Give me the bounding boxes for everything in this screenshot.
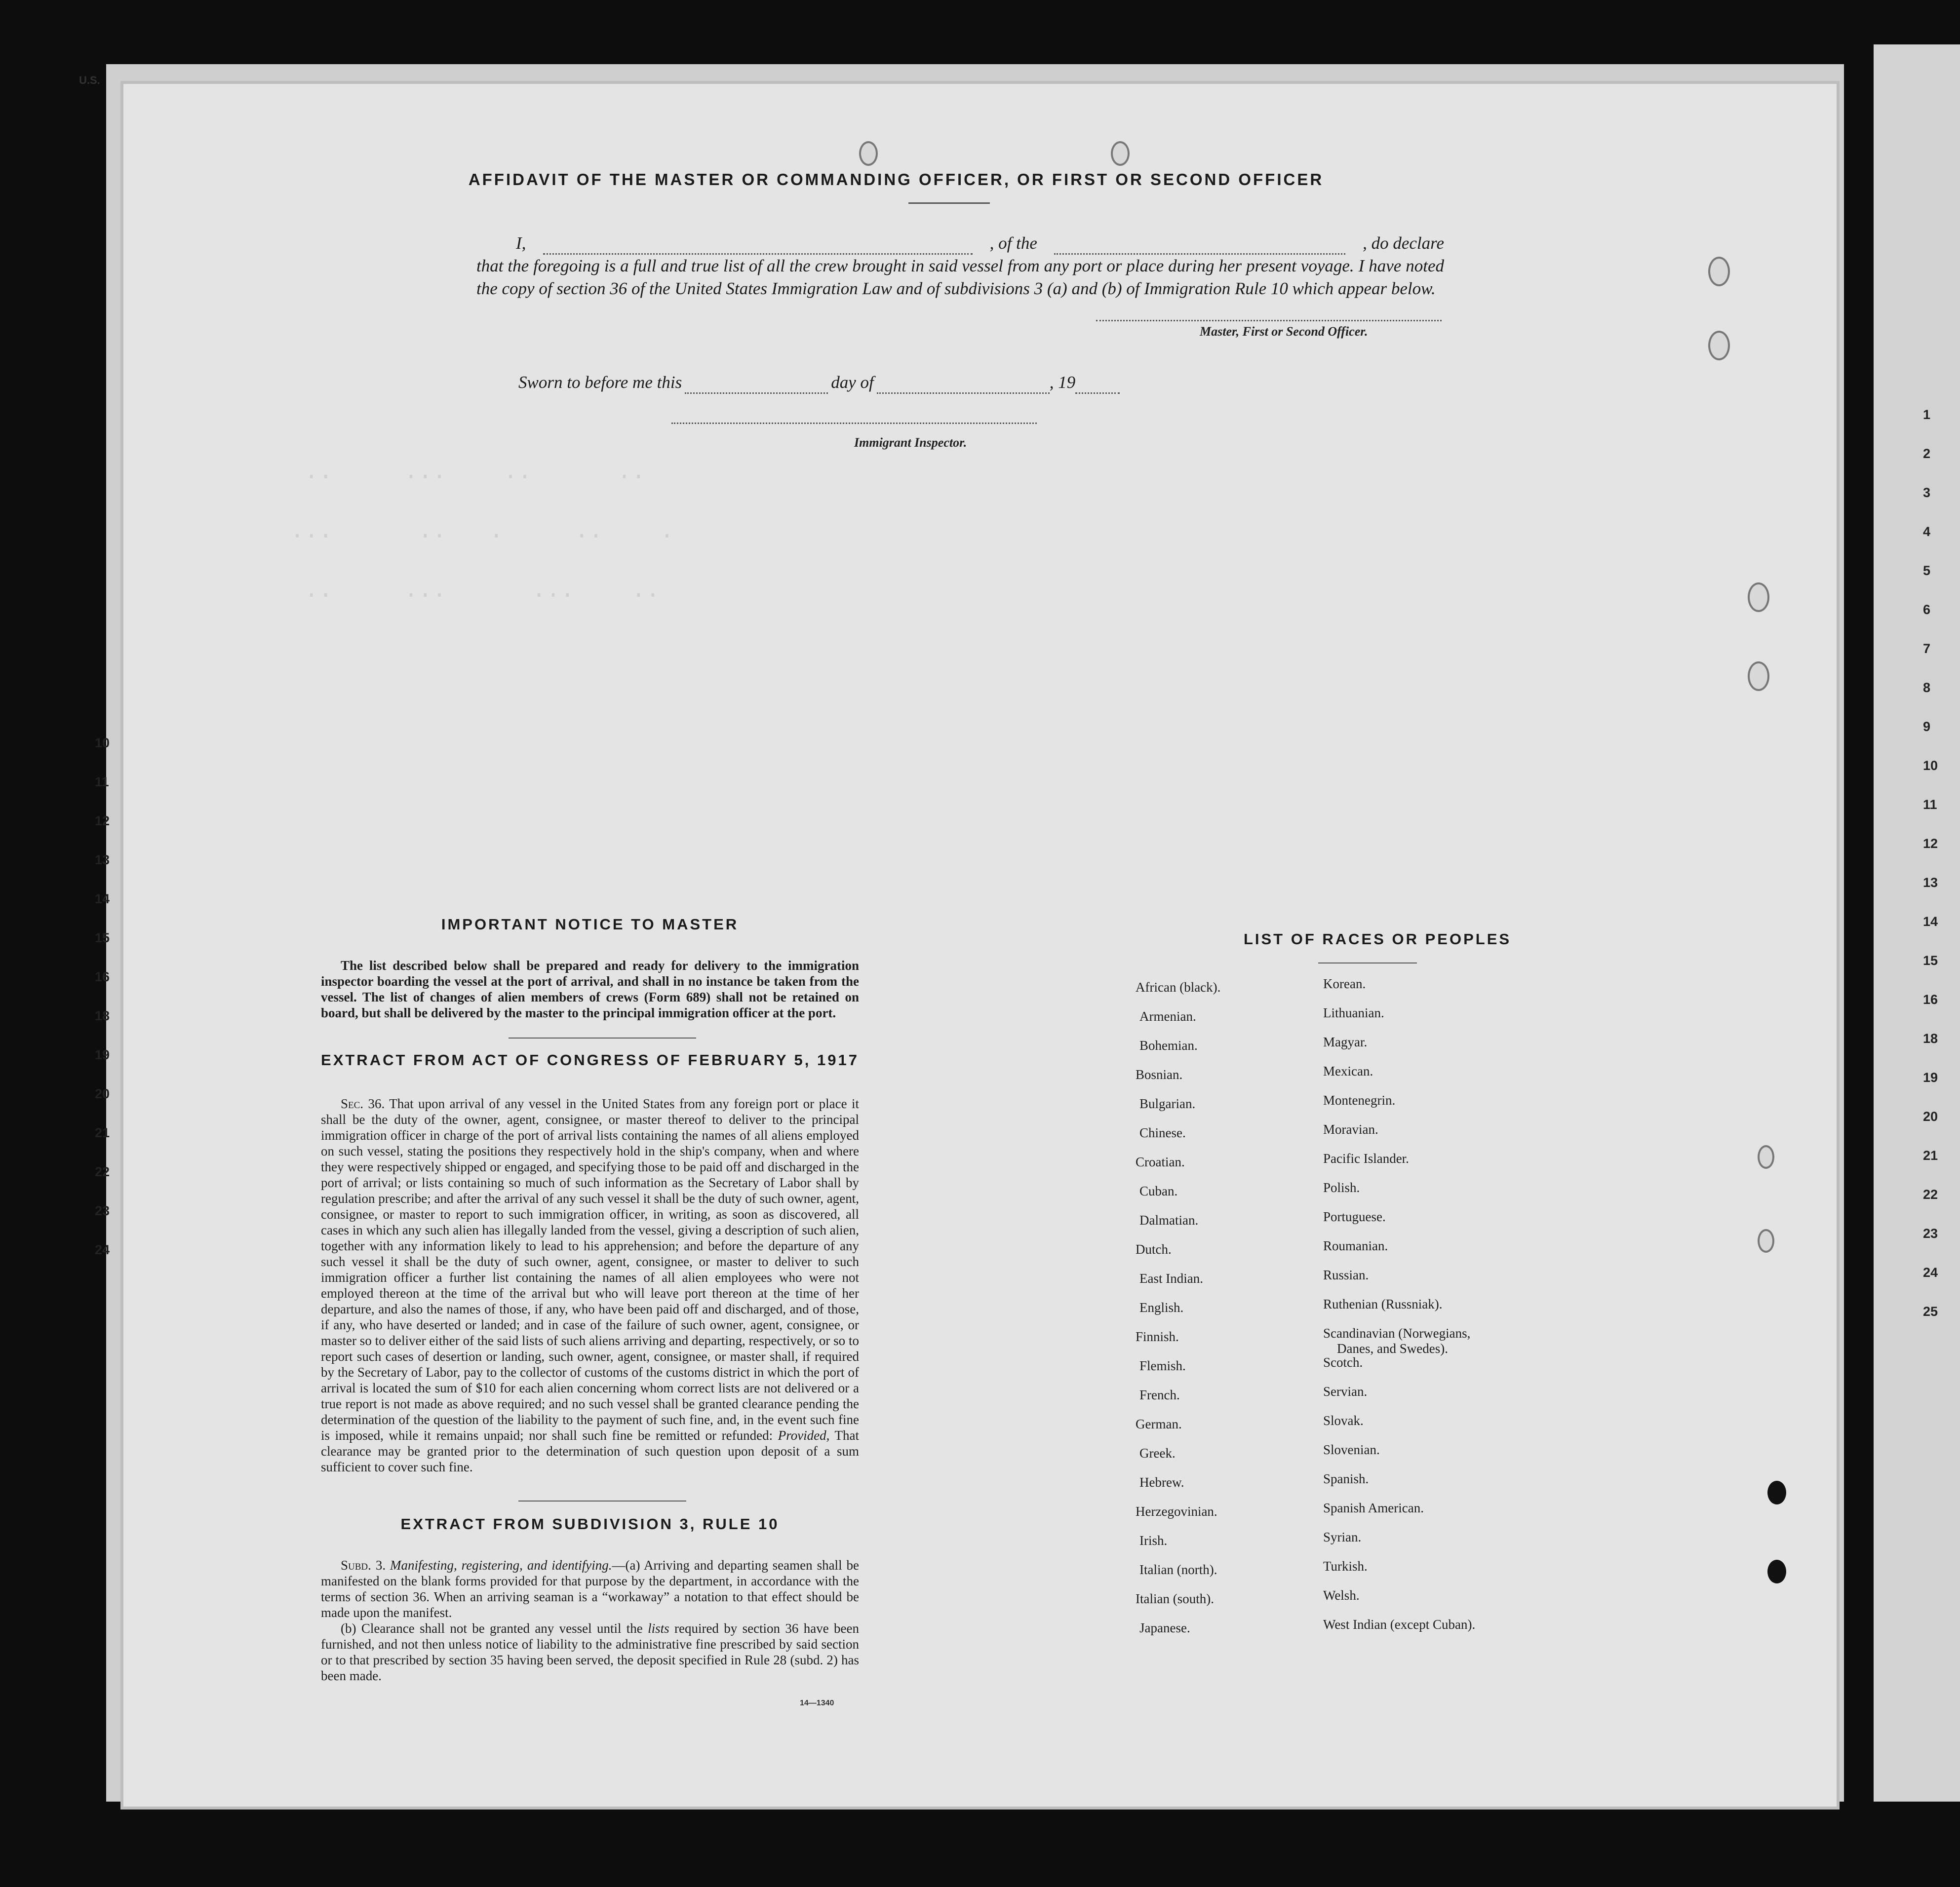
- subd-a: —(a) Arriving and departing seamen shall be manifested on the blank forms provided for that purpose by the department, in accordance with the terms of section 36. When an arriving seaman is a “workaway” a notation to that effect should be made upon the manifest.: [321, 1558, 859, 1620]
- race-item: [1323, 1530, 1361, 1545]
- race-item: [1136, 1242, 1172, 1257]
- race-item: [1139, 1009, 1196, 1024]
- race-item: [1139, 1213, 1198, 1228]
- race-item: [1323, 1064, 1373, 1079]
- race-label: Spanish American.: [1323, 1501, 1424, 1515]
- act-rule: [518, 1501, 686, 1502]
- race-label: African (black).: [1136, 980, 1221, 995]
- race-label: Herzegovinian.: [1136, 1504, 1217, 1519]
- race-label: Turkish.: [1323, 1559, 1368, 1574]
- race-label: Dutch.: [1136, 1242, 1172, 1257]
- margin-number: 23: [1923, 1226, 1938, 1241]
- race-label: Chinese.: [1139, 1125, 1186, 1140]
- margin-number: 22: [95, 1164, 110, 1179]
- race-item: [1139, 1562, 1217, 1578]
- margin-number: 8: [1923, 680, 1931, 695]
- race-label: West Indian (except Cuban).: [1323, 1617, 1476, 1632]
- margin-number: 12: [95, 813, 110, 828]
- rule-extract-title: EXTRACT FROM SUBDIVISION 3, RULE 10: [400, 1515, 780, 1533]
- race-label: Russian.: [1323, 1268, 1369, 1282]
- race-item: [1323, 1326, 1470, 1356]
- margin-number: 2: [1923, 446, 1931, 461]
- margin-number: 14: [95, 891, 110, 906]
- race-item: [1323, 1501, 1424, 1516]
- notice-rule: [509, 1038, 696, 1039]
- race-item: [1323, 1588, 1360, 1603]
- race-label: Flemish.: [1139, 1358, 1186, 1373]
- race-item: [1323, 1122, 1378, 1137]
- margin-number: 20: [95, 1086, 110, 1101]
- subd-italic: Manifesting, registering, and identifying.: [386, 1558, 612, 1573]
- subd-b-italic: lists: [648, 1621, 669, 1636]
- corner-label: U.S.: [79, 74, 100, 86]
- punch-hole: [1758, 1229, 1774, 1253]
- race-item: [1323, 1355, 1363, 1370]
- punch-hole: [1767, 1481, 1786, 1504]
- race-label: Syrian.: [1323, 1530, 1362, 1544]
- punch-hole: [1748, 582, 1769, 612]
- race-item: [1323, 976, 1366, 992]
- race-item: [1136, 1155, 1185, 1170]
- race-item: [1139, 1533, 1167, 1548]
- margin-number: 4: [1923, 524, 1931, 539]
- sworn-year-blank[interactable]: [1075, 392, 1120, 394]
- inspector-label: Immigrant Inspector.: [854, 435, 967, 450]
- margin-number: 18: [95, 1008, 110, 1023]
- margin-number: 16: [95, 969, 110, 984]
- sworn-year-prefix: , 19: [1049, 373, 1076, 392]
- margin-number: 7: [1923, 641, 1931, 656]
- race-label: Lithuanian.: [1323, 1005, 1384, 1020]
- race-label: Spanish.: [1323, 1471, 1369, 1486]
- race-item: [1136, 1067, 1182, 1082]
- race-label: Dalmatian.: [1139, 1213, 1199, 1228]
- margin-number: 9: [1923, 719, 1931, 734]
- races-column-left: [1136, 980, 1323, 1646]
- race-label: Cuban.: [1139, 1184, 1178, 1198]
- affidavit-declaration: [476, 232, 1444, 300]
- margin-number: 14: [1923, 914, 1938, 929]
- race-item: [1323, 1384, 1367, 1399]
- race-item: [1323, 1442, 1380, 1458]
- race-item: [1139, 1125, 1186, 1141]
- section-lead: Sec. 36.: [341, 1096, 385, 1111]
- margin-number: 24: [95, 1242, 110, 1257]
- race-item: [1136, 1417, 1182, 1432]
- margin-number: 19: [95, 1047, 110, 1062]
- race-item: [1323, 1151, 1409, 1166]
- race-item: [1139, 1096, 1195, 1112]
- notice-body: The list described below shall be prepared and ready for delivery to the immigration inspector boarding the vessel at the port of arrival, and shall in no instance be taken from the vessel. The list of changes of alien members of crews (Form 689) shall not be retained on board, but shall be delivered by the master to the principal immigration officer at the port.: [321, 958, 859, 1020]
- margin-number: 21: [1923, 1148, 1938, 1163]
- affidavit-title: AFFIDAVIT OF THE MASTER OR COMMANDING OFFICER, OR FIRST OR SECOND OFFICER: [468, 170, 1324, 189]
- race-item: [1139, 1300, 1183, 1315]
- race-label: Mexican.: [1323, 1064, 1373, 1078]
- inspector-signature-line[interactable]: [671, 423, 1037, 424]
- race-item: [1323, 1268, 1369, 1283]
- margin-number: 21: [95, 1125, 110, 1140]
- race-label: English.: [1139, 1300, 1184, 1315]
- race-label: German.: [1136, 1417, 1182, 1431]
- race-label: Slovak.: [1323, 1413, 1364, 1428]
- race-label: Bosnian.: [1136, 1067, 1183, 1082]
- race-item: [1323, 1005, 1384, 1021]
- margin-number: 20: [1923, 1109, 1938, 1124]
- sworn-month-blank[interactable]: [877, 392, 1050, 394]
- declare-suffix: , do declare: [1363, 233, 1444, 253]
- race-label: East Indian.: [1139, 1271, 1203, 1286]
- punch-hole: [1111, 141, 1130, 166]
- race-label: Korean.: [1323, 976, 1366, 991]
- race-label-continuation: Danes, and Swedes).: [1337, 1341, 1448, 1356]
- race-item: [1323, 1180, 1360, 1195]
- subd-lead: Subd. 3.: [341, 1558, 386, 1573]
- race-label: Polish.: [1323, 1180, 1360, 1195]
- race-item: [1139, 1620, 1190, 1636]
- race-label: Finnish.: [1136, 1329, 1179, 1344]
- punch-hole: [1758, 1145, 1774, 1169]
- race-item: [1139, 1184, 1177, 1199]
- section-text: That upon arrival of any vessel in the United States from any foreign port or place it shall be the duty of the owner, agent, consignee, or master thereof to deliver to the principal immigration officer in charge of the port of arrival lists containing the names of all aliens employed on such vessel, stating the positions they respectively hold in the ship's company, when and where they were respectively shipped or engaged, and specifying those to be paid off and discharged in the port of arrival; or lists containing so much of such information as the Secretary of Labor shall by regulation prescribe; and after the arrival of any such vessel it shall be the duty of such owner, agent, consignee, or master to report to such immigration officer, in writing, as soon as discovered, all cases in which any such alien has illegally landed from the vessel, giving a description of such alien, together with any information likely to lead to his apprehension; and before the departure of any such vessel it shall be the duty of such owner, agent, consignee, or master to deliver to such immigration officer a further list containing the names of all alien employees who were not employed thereon at the time of the arrival but who will leave port thereon at the time of her departure, and also the names of those, if any, who have been paid off and discharged, and of those, if any, who have deserted or landed; and in case of the failure of such owner, agent, consignee, or master so to deliver either of the said lists of such aliens arriving and departing, respectively, or so to report such cases of desertion or landing, such owner, agent, consignee, or master shall, if required by the Secretary of Labor, pay to the collector of customs of the customs district in which the port of arrival is located the sum of $10 for each alien concerning whom correct lists are not delivered or a true report is not made as above required; and no such vessel shall be granted clearance pending the determination of the question of the liability to the payment of such fine, and, in the event such fine is imposed, while it remains unpaid; nor shall such fine be remitted or refunded:: [321, 1096, 860, 1443]
- act-extract-title: EXTRACT FROM ACT OF CONGRESS OF FEBRUARY 5, 1917: [321, 1051, 859, 1069]
- margin-number: 5: [1923, 563, 1931, 578]
- margin-number: 13: [1923, 875, 1938, 890]
- form-code: 14—1340: [800, 1699, 834, 1707]
- race-label: Hebrew.: [1139, 1475, 1184, 1490]
- race-item: [1323, 1093, 1395, 1108]
- margin-number: 19: [1923, 1070, 1938, 1085]
- master-signature-line[interactable]: [1096, 320, 1442, 321]
- race-label: Greek.: [1139, 1446, 1176, 1461]
- race-label: Armenian.: [1139, 1009, 1196, 1024]
- sworn-day-blank[interactable]: [685, 392, 828, 394]
- punch-hole: [1767, 1560, 1786, 1583]
- margin-number: 24: [1923, 1265, 1938, 1280]
- punch-hole: [1748, 661, 1769, 691]
- race-item: [1323, 1413, 1364, 1428]
- race-item: [1139, 1475, 1184, 1490]
- provided-word: Provided,: [778, 1428, 830, 1443]
- subd-b-lead: (b) Clearance shall not be granted any vessel until the: [341, 1621, 648, 1636]
- race-item: [1323, 1559, 1368, 1574]
- race-label: Servian.: [1323, 1384, 1368, 1399]
- race-label: Bulgarian.: [1139, 1096, 1196, 1111]
- race-label: Scotch.: [1323, 1355, 1363, 1370]
- affidavit-body: that the foregoing is a full and true list of all the crew brought in said vessel from any port or place during her present voyage. I have noted the copy of section 36 of the United States Immigration Law and of subdivisions 3 (a) and (b) of Immigration Rule 10 which appear below.: [476, 256, 1444, 298]
- races-column-right: [1323, 976, 1580, 1643]
- race-item: [1139, 1387, 1180, 1403]
- race-item: [1139, 1271, 1203, 1286]
- margin-number: 18: [1923, 1031, 1938, 1046]
- punch-hole: [859, 141, 878, 166]
- master-signature-label: Master, First or Second Officer.: [1200, 324, 1368, 339]
- races-title: LIST OF RACES OR PEOPLES: [1243, 930, 1512, 948]
- margin-number: 10: [95, 735, 110, 750]
- race-label: Portuguese.: [1323, 1209, 1386, 1224]
- race-label: Bohemian.: [1139, 1038, 1198, 1053]
- margin-number: 11: [95, 774, 109, 789]
- race-item: [1323, 1471, 1369, 1487]
- race-label: Moravian.: [1323, 1122, 1378, 1137]
- race-label: Italian (north).: [1139, 1562, 1217, 1577]
- margin-number: 12: [1923, 836, 1938, 851]
- race-label: Ruthenian (Russniak).: [1323, 1297, 1443, 1311]
- race-item: [1323, 1035, 1367, 1050]
- race-item: [1139, 1038, 1198, 1053]
- margin-number: 3: [1923, 485, 1931, 500]
- act-extract-body: [321, 1096, 859, 1475]
- race-label: French.: [1139, 1387, 1180, 1402]
- race-item: [1136, 980, 1220, 995]
- title-rule: [908, 202, 990, 204]
- punch-hole: [1708, 257, 1730, 286]
- race-item: [1136, 1329, 1179, 1345]
- race-item: [1136, 1504, 1217, 1519]
- race-label: Slovenian.: [1323, 1442, 1380, 1457]
- race-item: [1323, 1209, 1386, 1225]
- margin-number: 16: [1923, 992, 1938, 1007]
- margin-number: 23: [95, 1203, 110, 1218]
- underlying-page-right: [1874, 44, 1960, 1802]
- race-item: [1323, 1617, 1475, 1632]
- race-label: Scandinavian (Norwegians,: [1323, 1326, 1471, 1341]
- race-item: [1323, 1238, 1388, 1254]
- race-item: [1136, 1591, 1214, 1607]
- sworn-prefix: Sworn to before me this: [518, 373, 682, 392]
- race-label: Japanese.: [1139, 1620, 1190, 1635]
- race-label: Welsh.: [1323, 1588, 1360, 1603]
- sworn-day-of: day of: [831, 373, 874, 392]
- section-tail: That clearance may be granted prior to the determination of such question upon deposit of a sum sufficient to cover such fine.: [321, 1428, 859, 1474]
- form-sheet: .. ... .. .. ... .. . .. . .. ... ... .. AFFIDAVIT OF THE MASTER OR COMMANDING OFFICER, OR FIRST OR SECOND OFFICER I, , of the , do declare that the foregoing is a full and true list of all the crew brought in said vessel from any port or place during her present voyage. I have noted the copy of section 36 of the United States Immigration Law and of subdivisions 3 (a) and (b) of Immigration Rule 10 which appear below. Master, First or Second Officer. Sworn to before me this day of , 19 Immigrant Inspector. IMPORTANT NOTICE TO MASTER The list described below shall be prepared and ready for delivery to the immigration inspector boarding the vessel at the port of arrival, and shall in no instance be taken from the vessel. The list of changes of alien members of crews (Form 689) shall not be retained on board, but shall be delivered by the master to the principal immigration officer at the port. EXTRACT FROM ACT OF CONGRESS OF FEBRUARY 5, 1917 Sec. 36. That upon arrival of any vessel in the United States from any foreign port or place it shall be the duty of the owner, agent, consignee, or master thereof to deliver to the principal immigration officer in charge of the port of arrival lists containing the names of all aliens employed on such vessel, stating the positions they respectively hold in the ship's company, when and where they were respectively shipped or engaged, and specifying those to be paid off and discharged in the port of arrival; or lists containing so much of such information as the Secretary of Labor shall by regulation prescribe; and after the arrival of any such vessel it shall be the duty of such owner, agent, consignee, or master to report to such immigration officer, in writing, as soon as discovered, all cases in which any such alien has illegally landed from the vessel, giving a description of such alien, together with any information likely to lead to his apprehension; and before the departure of any such vessel it shall be the duty of such owner, agent, consignee, or master to deliver to such immigration officer a further list containing the names of all alien employees who were not employed thereon at the time of the arrival but who will leave port thereon at the time of her departure, and also the names of those, if any, who have been paid off and discharged, and of those, if any, who have deserted or landed; and in case of the failure of such owner, agent, consignee, or master so to deliver either of the said lists of such aliens arriving and departing, respectively, or so to report such cases of desertion or landing, such owner, agent, consignee, or master shall, if required by the Secretary of Labor, pay to the collector of customs of the customs district in which the port of arrival is located the sum of $10 for each alien concerning whom correct lists are not delivered or a true report is not made as above required; and no such vessel shall be granted clearance pending the determination of the question of the liability to the payment of such fine, and, in the event such fine is imposed, while it remains unpaid; nor shall such fine be remitted or refunded: Provided, That clearance may be granted prior to the determination of such question upon deposit of a sum sufficient to cover such fine. EXTRACT FROM SUBDIVISION 3, RULE 10 Subd. 3. Manifesting, registering, and identifying.—(a) Arriving and departing seamen shall be manifested on the blank forms provided for that purpose by the department, in accordance with the terms of section 36. When an arriving seaman is a “workaway” a notation to that effect should be made upon the manifest. (b) Clearance shall not be granted any vessel until the lists required by section 36 have been furnished, and not then unless notice of liability to the administrative fine prescribed by said section or to that prescribed by section 35 having been served, the deposit specified in Rule 28 (subd. 2) has been made. 14—1340 LIST OF RACES OR PEOPLES African (black). Armenian. Bohemian. Bosnian. Bulgarian. Chinese. Croatian. Cuban. Dalmatian. Dutch. East Indian. English. Finnish. Flemish. French. German. Greek. Hebrew. Herzegovinian. Irish. Italian (north). Italian (south). Japanese. Korean. Lithuanian. Magyar. Mexican. Montenegrin. Moravian. Pacific Islander. Polish. Portuguese. Roumanian. Russian. Ruthenian (Russniak). Scandinavian (Norwegians, Danes, and Swedes). Scotch. Servian. Slovak. Slovenian. Spanish. Spanish American. Syrian. Turkish. Welsh. West Indian (except Cuban).: [123, 84, 1837, 1807]
- sworn-line: [518, 371, 1259, 394]
- margin-number: 25: [1923, 1304, 1938, 1319]
- declarant-prefix: I,: [516, 233, 526, 253]
- punch-hole: [1708, 331, 1730, 360]
- race-item: [1139, 1358, 1186, 1374]
- race-label: Magyar.: [1323, 1035, 1368, 1049]
- race-item: [1323, 1297, 1442, 1312]
- margin-number: 15: [1923, 953, 1938, 968]
- notice-title: IMPORTANT NOTICE TO MASTER: [441, 916, 739, 933]
- margin-number: 11: [1923, 797, 1937, 812]
- race-item: [1139, 1446, 1176, 1461]
- race-label: Croatian.: [1136, 1155, 1185, 1169]
- race-label: Pacific Islander.: [1323, 1151, 1409, 1166]
- margin-number: 13: [95, 852, 110, 867]
- race-label: Montenegrin.: [1323, 1093, 1396, 1108]
- margin-number: 1: [1923, 407, 1931, 422]
- race-label: Italian (south).: [1136, 1591, 1214, 1606]
- race-label: Irish.: [1139, 1533, 1168, 1548]
- margin-number: 6: [1923, 602, 1931, 617]
- race-label: Roumanian.: [1323, 1238, 1388, 1253]
- margin-number: 10: [1923, 758, 1938, 773]
- margin-number: 22: [1923, 1187, 1938, 1202]
- subd-b: required by section 36 have been furnished, and not then unless notice of liability to the administrative fine prescribed by said section or to that prescribed by section 35 having been served, the deposit specified in Rule 28 (subd. 2) has been made.: [321, 1621, 859, 1683]
- rule-extract-body: [321, 1557, 859, 1684]
- margin-number: 15: [95, 930, 110, 945]
- vessel-prefix: , of the: [989, 233, 1037, 253]
